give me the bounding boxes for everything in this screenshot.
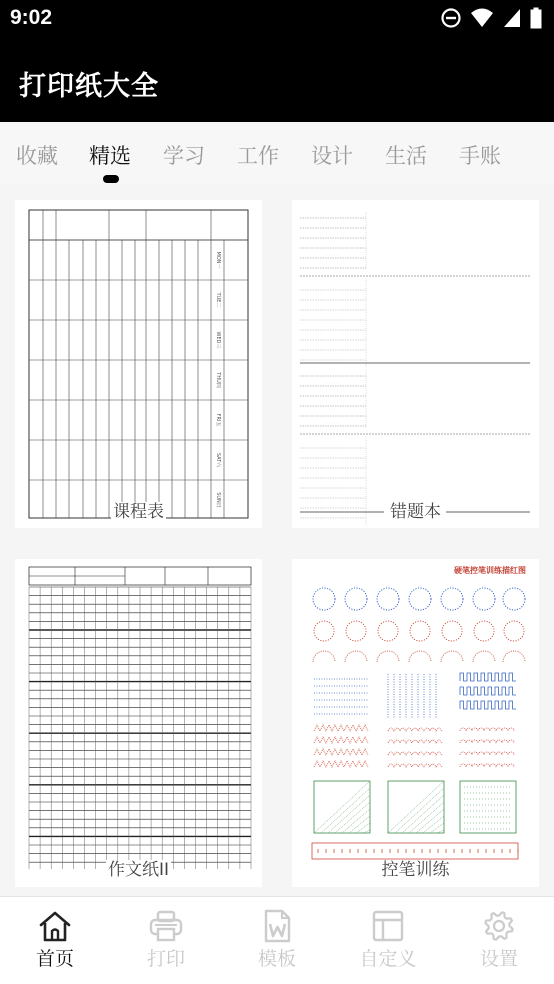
diagonal-stroke xyxy=(437,830,444,833)
timetable-day-label: TUE二 xyxy=(215,292,221,308)
printer-icon xyxy=(148,909,184,943)
nav-settings[interactable] xyxy=(444,897,554,984)
square-wave-stroke xyxy=(460,673,516,681)
tab-life[interactable]: 生活 xyxy=(385,144,427,168)
tab-featured[interactable]: 精选 xyxy=(89,144,131,168)
word-document-icon xyxy=(259,909,295,943)
composition-paper-preview xyxy=(15,559,262,887)
app-bar xyxy=(0,38,554,122)
diagonal-stroke xyxy=(409,802,444,833)
error-notebook-preview xyxy=(292,200,539,528)
arc-stroke xyxy=(377,651,399,662)
template-grid xyxy=(0,184,554,896)
template-card-composition-paper[interactable] xyxy=(15,559,262,887)
template-card-error-notebook[interactable] xyxy=(292,200,539,528)
zigzag-stroke xyxy=(314,761,368,767)
nav-home[interactable] xyxy=(0,897,110,984)
nav-label: 自定义 xyxy=(359,948,417,970)
template-card-label: 控笔训练 xyxy=(381,860,450,880)
loop-stroke xyxy=(460,764,514,767)
diagonal-stroke xyxy=(356,823,370,833)
cell-signal-icon xyxy=(502,7,522,29)
spiral-circle xyxy=(504,621,524,641)
app-title: 打印纸大全 xyxy=(19,71,159,102)
template-card-timetable[interactable] xyxy=(15,200,262,528)
timetable-day-label: WED三 xyxy=(215,331,221,349)
spiral-circle xyxy=(409,588,431,610)
timetable-day-label: SUN日 xyxy=(215,492,221,508)
spiral-circle xyxy=(473,588,495,610)
tab-work[interactable]: 工作 xyxy=(237,144,279,168)
loop-stroke xyxy=(460,728,514,731)
spiral-circle xyxy=(503,588,525,610)
zigzag-stroke xyxy=(314,725,368,731)
spiral-circle xyxy=(441,588,463,610)
status-icons xyxy=(440,7,542,29)
diagonal-stroke xyxy=(416,809,444,833)
timetable-day-label: THU四 xyxy=(215,372,221,388)
active-tab-indicator xyxy=(103,175,119,183)
template-card-pen-control[interactable] xyxy=(292,559,539,887)
nav-label: 设置 xyxy=(479,948,518,970)
diagonal-stroke xyxy=(328,795,370,833)
wave-stroke xyxy=(388,764,442,767)
diagonal-stroke xyxy=(321,788,370,833)
arc-stroke xyxy=(345,651,367,662)
diagonal-stroke xyxy=(363,830,370,833)
wave-stroke xyxy=(388,740,442,743)
pen-control-preview xyxy=(292,559,539,887)
arc-stroke xyxy=(503,651,525,662)
battery-icon xyxy=(530,7,542,29)
nav-templates[interactable] xyxy=(222,897,332,984)
gear-icon xyxy=(481,909,517,943)
template-card-label: 错题本 xyxy=(390,502,441,522)
spiral-circle xyxy=(378,621,398,641)
diagonal-stroke xyxy=(402,795,444,833)
diagonal-stroke xyxy=(335,802,370,833)
spiral-circle xyxy=(474,621,494,641)
nav-label: 首页 xyxy=(35,948,74,970)
tab-journal[interactable]: 手账 xyxy=(459,144,501,168)
practice-box xyxy=(460,781,516,833)
spiral-circle xyxy=(346,621,366,641)
arc-stroke xyxy=(441,651,463,662)
spiral-circle xyxy=(410,621,430,641)
bottom-nav xyxy=(0,896,554,984)
loop-stroke xyxy=(460,740,514,743)
nav-print[interactable] xyxy=(111,897,221,984)
arc-stroke xyxy=(473,651,495,662)
tab-study[interactable]: 学习 xyxy=(163,144,205,168)
diagonal-stroke xyxy=(342,809,370,833)
loop-stroke xyxy=(460,752,514,755)
diagonal-stroke xyxy=(314,781,370,833)
spiral-circle xyxy=(314,621,334,641)
home-icon xyxy=(37,909,73,943)
nav-label: 模板 xyxy=(257,948,296,970)
diagonal-stroke xyxy=(430,823,444,833)
square-wave-stroke xyxy=(460,687,516,695)
timetable-day-label: SAT六 xyxy=(215,452,221,468)
pen-control-preview-title: 硬笔控笔训练描红图 xyxy=(454,566,526,575)
arc-stroke xyxy=(409,651,431,662)
wave-stroke xyxy=(388,728,442,731)
spiral-circle xyxy=(377,588,399,610)
do-not-disturb-icon xyxy=(440,7,462,29)
zigzag-stroke xyxy=(314,737,368,743)
wave-stroke xyxy=(388,752,442,755)
zigzag-stroke xyxy=(314,749,368,755)
square-wave-stroke xyxy=(460,701,516,709)
timetable-preview xyxy=(15,200,262,528)
template-card-label: 课程表 xyxy=(113,502,164,522)
tab-design[interactable]: 设计 xyxy=(311,144,353,168)
timetable-day-label: FRI五 xyxy=(215,413,221,427)
nav-label: 打印 xyxy=(146,948,185,970)
status-bar xyxy=(0,0,554,38)
wifi-icon xyxy=(470,7,494,29)
category-tab-bar xyxy=(0,122,554,184)
spiral-circle xyxy=(442,621,462,641)
spiral-circle xyxy=(313,588,335,610)
diagonal-stroke xyxy=(395,788,444,833)
tab-favorites[interactable]: 收藏 xyxy=(16,144,58,168)
nav-custom[interactable] xyxy=(333,897,443,984)
template-card-label: 作文纸II xyxy=(107,860,170,880)
diagonal-stroke xyxy=(388,781,444,833)
arc-stroke xyxy=(313,651,335,662)
spiral-circle xyxy=(345,588,367,610)
status-time: 9:02 xyxy=(10,6,53,29)
timetable-day-label: MON一 xyxy=(215,251,221,269)
layout-icon xyxy=(370,909,406,943)
